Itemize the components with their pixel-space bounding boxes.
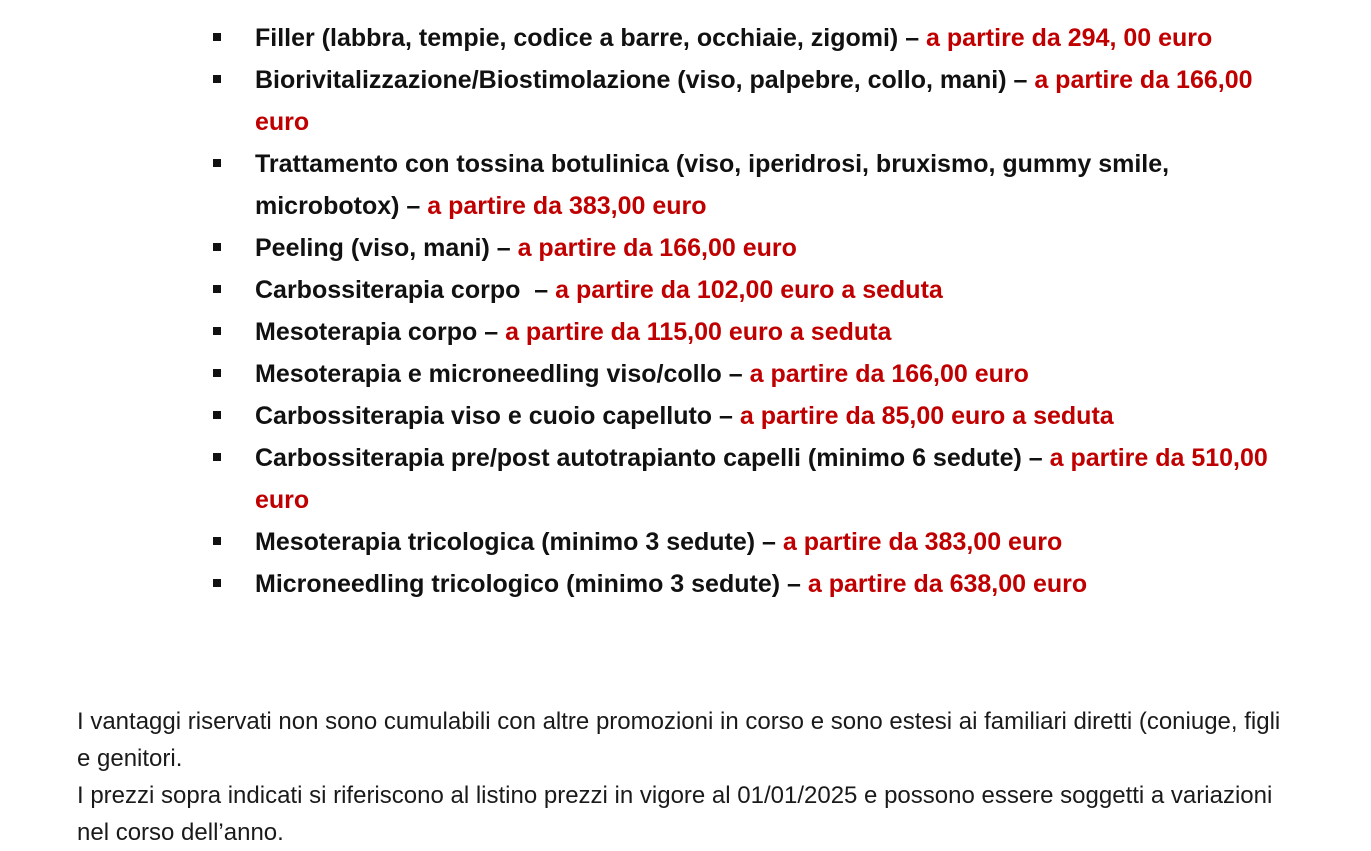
- treatment-price: a partire da 102,00 euro a seduta: [555, 276, 943, 304]
- square-bullet-icon: [213, 411, 221, 419]
- list-item: [210, 269, 1310, 311]
- square-bullet-icon: [213, 453, 221, 461]
- treatment-name: Mesoterapia e microneedling viso/collo –: [255, 360, 750, 388]
- treatment-price: a partire da 383,00 euro: [427, 192, 707, 220]
- treatment-price: a partire da 638,00 euro: [807, 570, 1088, 598]
- treatment-price: a partire da 115,00 euro a seduta: [505, 318, 892, 346]
- list-item: [210, 353, 1310, 395]
- list-item: [210, 227, 1310, 269]
- treatment-price: a partire da 510,00 euro: [255, 444, 1268, 514]
- terms-note-benefits: I vantaggi riservati non sono cumulabili con altre promozioni in corso e sono estesi ai familiari diretti (coniuge, figli e genitori.: [77, 708, 1281, 772]
- treatment-name: Trattamento con tossina botulinica (viso, iperidrosi, bruxismo, gummy smile, microbotox) –: [255, 150, 1170, 220]
- list-item: [210, 59, 1310, 143]
- square-bullet-icon: [213, 33, 221, 41]
- list-item: [210, 521, 1310, 563]
- square-bullet-icon: [213, 579, 221, 587]
- list-item: [210, 17, 1310, 59]
- list-item: [210, 395, 1310, 437]
- treatment-price: a partire da 383,00 euro: [782, 528, 1063, 556]
- treatment-name: Peeling (viso, mani) –: [255, 234, 518, 262]
- list-item: [210, 563, 1310, 605]
- square-bullet-icon: [213, 327, 221, 335]
- square-bullet-icon: [213, 537, 221, 545]
- treatment-name: Microneedling tricologico (minimo 3 sedute) –: [255, 570, 808, 598]
- list-item: [210, 143, 1310, 227]
- square-bullet-icon: [213, 243, 221, 251]
- list-item: [210, 311, 1310, 353]
- treatment-name: Filler (labbra, tempie, codice a barre, occhiaie, zigomi) –: [255, 24, 927, 52]
- treatment-price: a partire da 166,00 euro: [517, 234, 797, 262]
- treatment-name: Mesoterapia tricologica (minimo 3 sedute) –: [255, 528, 783, 556]
- square-bullet-icon: [213, 159, 221, 167]
- square-bullet-icon: [213, 369, 221, 377]
- treatment-name: Mesoterapia corpo –: [255, 318, 506, 346]
- treatment-price-list: [210, 17, 1310, 605]
- treatment-price: a partire da 166,00 euro: [749, 360, 1029, 388]
- treatment-name: Carbossiterapia viso e cuoio capelluto –: [255, 402, 740, 430]
- terms-note-prices: I prezzi sopra indicati si riferiscono al listino prezzi in vigore al 01/01/2025 e possono essere soggetti a variazioni nel corso dell’anno.: [77, 782, 1273, 846]
- square-bullet-icon: [213, 285, 221, 293]
- treatment-name: Carbossiterapia corpo –: [255, 276, 556, 304]
- treatment-name: Carbossiterapia pre/post autotrapianto capelli (minimo 6 sedute) –: [255, 444, 1050, 472]
- terms-notes: [77, 703, 1297, 851]
- treatment-price: a partire da 166,00 euro: [255, 66, 1253, 136]
- square-bullet-icon: [213, 75, 221, 83]
- treatment-price: a partire da 85,00 euro a seduta: [739, 402, 1114, 430]
- treatment-price: a partire da 294, 00 euro: [926, 24, 1213, 52]
- treatment-name: Biorivitalizzazione/Biostimolazione (viso, palpebre, collo, mani) –: [255, 66, 1035, 94]
- list-item: [210, 437, 1310, 521]
